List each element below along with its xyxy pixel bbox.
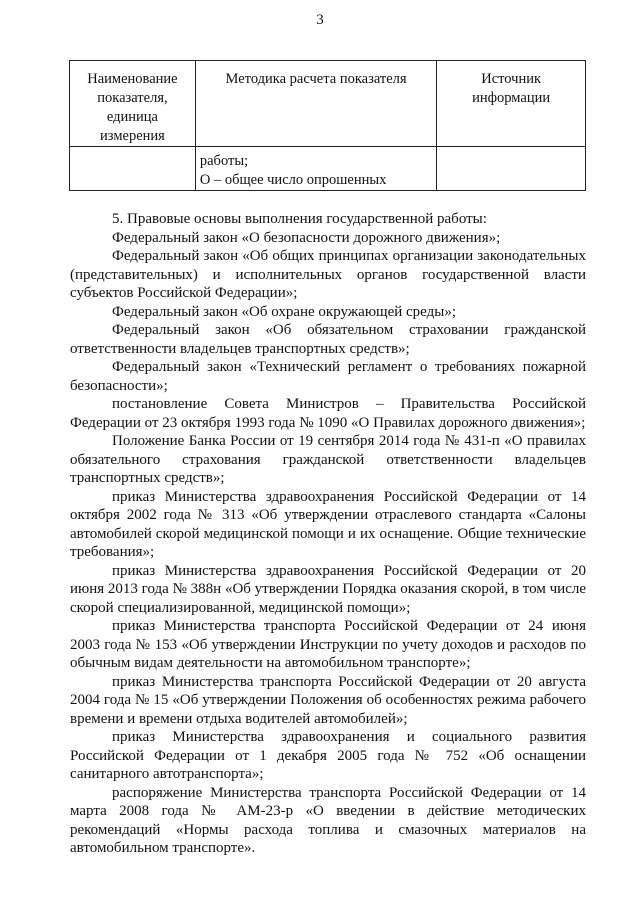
indicator-table — [69, 60, 586, 191]
legal-basis-section — [70, 210, 586, 858]
header-calculation-method: Методика расчета показателя — [195, 61, 436, 147]
table-cell-source — [437, 147, 586, 191]
legal-act-item: приказ Министерства здравоохранения и социального развития Российской Федерации от 1 декабря 2005 года № 752 «Об оснащении санитарного автотранспорта»; — [70, 729, 586, 782]
legal-act-item: приказ Министерства здравоохранения Российской Федерации от 20 июня 2013 года № 388н «Об утверждении Порядка оказания скорой, в том числе скорой специализированной, медицинской помощи»; — [70, 562, 586, 616]
header-indicator-name: Наименование показателя, единица измерения — [70, 61, 196, 147]
method-text-line: работы; — [199, 153, 249, 169]
legal-act-item: Федеральный закон «Об обязательном страховании гражданской ответственности владельцев транспортных средств»; — [70, 322, 586, 357]
table-cell-indicator — [70, 147, 196, 191]
legal-act-item: Федеральный закон «Об общих принципах организации законодательных (представительных) и исполнительных органов государственной власти субъектов Российской Федерации»; — [70, 248, 586, 301]
legal-act-item: приказ Министерства транспорта Российской Федерации от 20 августа 2004 года № 15 «Об утверждении Положения об особенностях режима рабочего времени и времени отдыха водителей автомобилей»; — [70, 673, 586, 727]
table-row — [70, 147, 586, 191]
legal-act-item: постановление Совета Министров – Правительства Российской Федерации от 23 октября 1993 года № 1090 «О Правилах дорожного движения»; — [70, 396, 586, 431]
legal-act-item: Федеральный закон «О безопасности дорожного движения»; — [112, 229, 501, 246]
legal-act-item: Федеральный закон «Об охране окружающей среды»; — [112, 303, 457, 320]
section-heading: 5. Правовые основы выполнения государственной работы: — [112, 211, 487, 227]
legal-act-item: приказ Министерства транспорта Российской Федерации от 24 июня 2003 года № 153 «Об утверждении Инструкции по учету доходов и расходов по обычным видам деятельности на автомобильном транспорте»; — [70, 618, 586, 671]
table-cell-method — [195, 147, 436, 191]
header-information-source: Источник информации — [437, 61, 586, 147]
legal-act-item: распоряжение Министерства транспорта Российской Федерации от 14 марта 2008 года № АМ-23-р «О введении в действие методических рекомендаций «Нормы расхода топлива и смазочных материалов на автомобильном транспорте». — [70, 784, 586, 856]
page-number: 3 — [316, 12, 324, 28]
legal-act-item: Федеральный закон «Технический регламент о требованиях пожарной безопасности»; — [70, 359, 586, 394]
method-text-line: О – общее число опрошенных — [199, 172, 387, 188]
legal-act-item: приказ Министерства здравоохранения Российской Федерации от 14 октября 2002 года № 313 «Об утверждении отраслевого стандарта «Салоны автомобилей скорой медицинской помощи и их оснащение. Общие технические требования»; — [70, 488, 586, 560]
legal-act-item: Положение Банка России от 19 сентября 2014 года № 431-п «О правилах обязательного страхования гражданской ответственности владельцев транспортных средств»; — [70, 433, 586, 486]
table-header-row — [70, 61, 586, 147]
